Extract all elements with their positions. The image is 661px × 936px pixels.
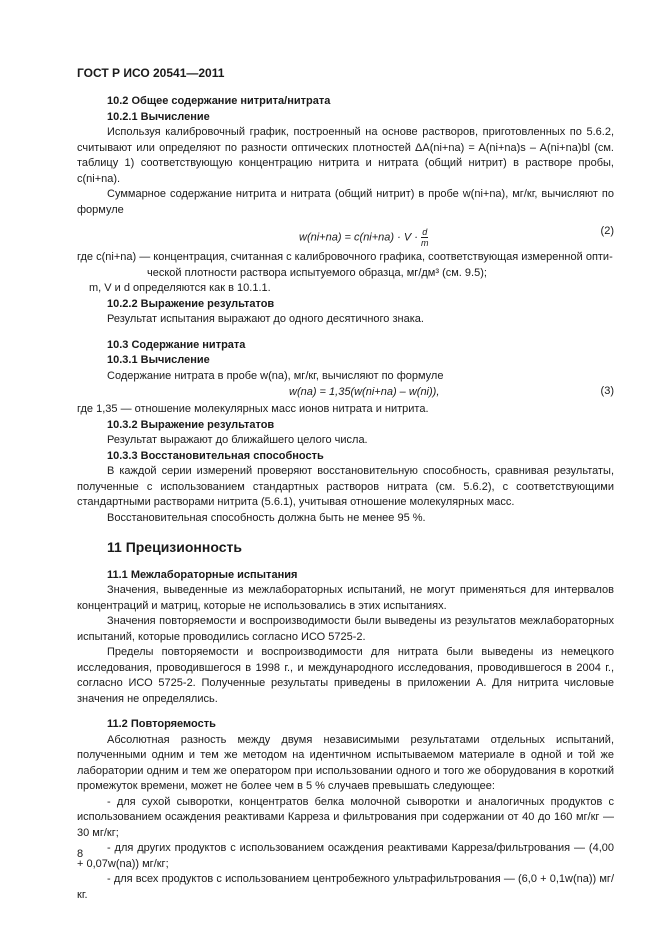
- formula-3: [77, 384, 614, 402]
- paragraph: Результат выражают до ближайшего целого числа.: [107, 434, 368, 446]
- section-10-2-2-title: 10.2.2 Выражение результатов: [107, 297, 275, 310]
- paragraph: Абсолютная разность между двумя независимыми результатами отдельных испытаний, полученными одним и тем же методом на идентичном испытываемом материале в одной и той же лаборатории одним и тем же оператором при использовании одного и того же оборудования в короткий промежуток времени, может не более чем в 5 % случаев превышать следующее:: [77, 733, 614, 792]
- list-item: - для сухой сыворотки, концентратов белка молочной сыворотки и аналогичных продуктов с использованием осаждения реактивами Карреза и фильтрования при содержании от 40 до 160 мг/кг — 30 мг/кг;: [77, 795, 614, 839]
- paragraph: Значения, выведенные из межлабораторных испытаний, не могут применяться для интервалов концентраций и матриц, которые не использовались в этих испытаниях.: [77, 584, 614, 612]
- document-header: ГОСТ Р ИСО 20541—2011: [77, 66, 225, 80]
- where-clause-continuation: ческой плотности раствора испытуемого образца, мг/дм³ (см. 9.5);: [147, 266, 487, 279]
- list-item: - для других продуктов с использованием осаждения реактивами Карреза/фильтрования — (4,00 + 0,07w(na)) мг/кг;: [77, 842, 614, 870]
- formula-expression: [299, 227, 428, 248]
- fraction-denominator: m: [420, 238, 429, 248]
- list-item: - для всех продуктов с использованием центробежного ультрафильтрования — (6,0 + 0,1w(na)) мг/кг.: [77, 873, 614, 901]
- where-clause: где 1,35 — отношение молекулярных масс ионов нитрата и нитрита.: [77, 403, 429, 415]
- section-10-3-1-title: 10.3.1 Вычисление: [107, 354, 210, 366]
- formula-text: w(ni+na) = c(ni+na) · V ·: [299, 231, 418, 244]
- section-10-3-2-title: 10.3.2 Выражение результатов: [107, 418, 275, 431]
- page-number: 8: [77, 848, 84, 860]
- formula-number: (3): [600, 385, 614, 397]
- where-clause-tail: m, V и d определяются как в 10.1.1.: [89, 282, 271, 294]
- paragraph: В каждой серии измерений проверяют восстановительную способность, сравнивая результаты, полученные с использованием стандартных растворов нитрата (см. 5.6.2), с соответствующими стандартными растворами нитрита (5.6.1), учитывая отношение молекулярных масс.: [77, 465, 614, 508]
- fraction-numerator: d: [422, 227, 428, 237]
- where-clause: где c(ni+na) — концентрация, считанная с калибровочного графика, соответствующая измеренной опти-: [77, 251, 613, 263]
- section-11-1-title: 11.1 Межлабораторные испытания: [107, 568, 298, 581]
- formula-2: [77, 224, 614, 246]
- paragraph: Используя калибровочный график, построенный на основе растворов, приготовленных по 5.6.2, считывают или определяют по разности оптических плотностей ΔA(ni+na) = A(ni+na)s – A(ni+na)bl (см. таблицу 1) соответствующую концентрацию нитрита и нитрата (общий нитрит) в растворе пробы, c(ni+na).: [77, 126, 614, 185]
- paragraph: Значения повторяемости и воспроизводимости были выведены из результатов межлабораторных испытаний, которые проводились согласно ИСО 5725-2.: [77, 615, 614, 643]
- paragraph: Восстановительная способность должна быть не менее 95 %.: [107, 511, 426, 524]
- paragraph: Суммарное содержание нитрита и нитрата (общий нитрит) в пробе w(ni+na), мг/кг, вычисляют по формуле: [77, 188, 614, 216]
- formula-expression: w(na) = 1,35(w(ni+na) – w(ni)),: [289, 386, 440, 398]
- section-10-3-3-title: 10.3.3 Восстановительная способность: [107, 449, 324, 462]
- page-content: [77, 92, 614, 903]
- section-11-2-title: 11.2 Повторяемость: [107, 718, 216, 730]
- section-10-2-title: 10.2 Общее содержание нитрита/нитрата: [107, 95, 331, 107]
- section-10-3-title: 10.3 Содержание нитрата: [107, 338, 246, 351]
- paragraph: Результат испытания выражают до одного десятичного знака.: [107, 313, 424, 325]
- paragraph: Содержание нитрата в пробе w(na), мг/кг, вычисляют по формуле: [107, 369, 444, 382]
- paragraph: Пределы повторяемости и воспроизводимости для нитрата были выведены из немецкого исследования, проводившегося в 1998 г., и международного исследования, проводившегося в 2004 г., согласно ИСО 5725-2. Полученные результаты приведены в приложении А. Для нитрита числовые значения не определялись.: [77, 646, 614, 705]
- section-11-title: 11 Прецизионность: [107, 539, 242, 555]
- section-10-2-1-title: 10.2.1 Вычисление: [107, 110, 210, 123]
- formula-number: (2): [600, 225, 614, 237]
- formula-fraction: [421, 227, 429, 248]
